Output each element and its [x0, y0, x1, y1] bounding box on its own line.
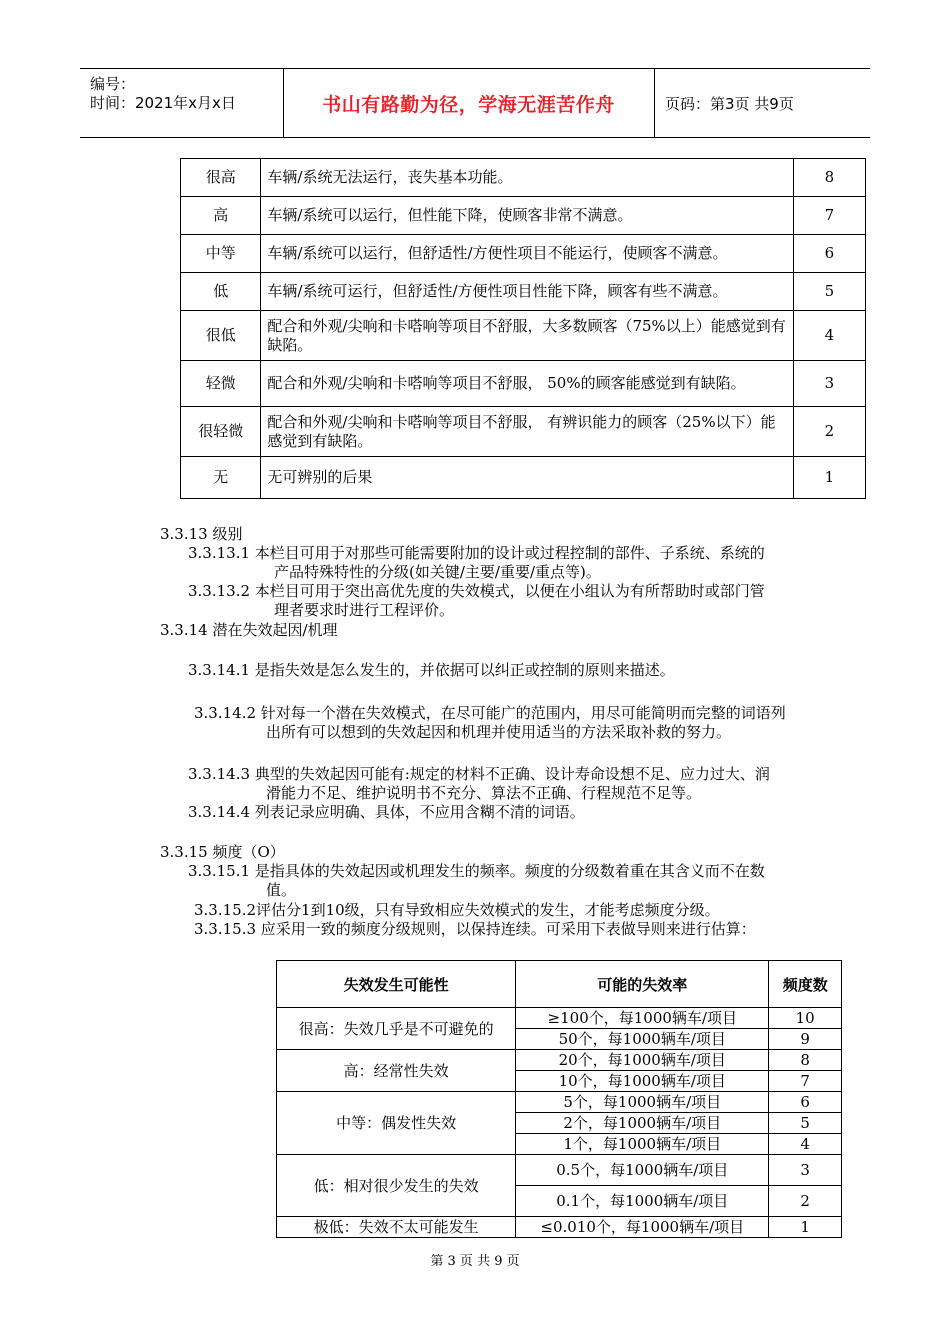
heading-3-3-15: 3.3.15 频度（O）	[160, 843, 285, 861]
para-3-3-14-2-line1: 3.3.14.2 针对每一个潜在失效模式，在尽可能广的范围内，用尽可能简明而完整的词语列	[194, 704, 786, 722]
frequency-likelihood: 低：相对很少发生的失效	[277, 1155, 516, 1217]
frequency-score: 5	[769, 1113, 842, 1134]
severity-level: 中等	[181, 235, 261, 273]
severity-description: 配合和外观/尖响和卡嗒响等项目不舒服，大多数顾客（75%以上）能感觉到有缺陷。	[261, 311, 793, 361]
para-3-3-14-1: 3.3.14.1 是指失效是怎么发生的，并依据可以纠正或控制的原则来描述。	[188, 661, 675, 679]
frequency-row	[277, 1155, 842, 1186]
para-3-3-15-1-line2: 值。	[266, 881, 297, 899]
severity-row	[181, 457, 866, 499]
frequency-score: 1	[769, 1217, 842, 1238]
para-3-3-15-1-line1: 3.3.15.1 是指具体的失效起因或机理发生的频率。频度的分级数着重在其含义而不在数	[188, 862, 765, 880]
header-page-info: 页码：第3页 共9页	[665, 94, 794, 113]
frequency-row	[277, 1050, 842, 1071]
severity-description: 车辆/系统无法运行，丧失基本功能。	[261, 159, 793, 197]
severity-level: 很轻微	[181, 407, 261, 457]
severity-row	[181, 311, 866, 361]
severity-description: 无可辨别的后果	[261, 457, 793, 499]
severity-score: 3	[793, 361, 865, 407]
frequency-score: 10	[769, 1008, 842, 1029]
frequency-rate: 20个，每1000辆车/项目	[516, 1050, 769, 1071]
frequency-likelihood: 中等：偶发性失效	[277, 1092, 516, 1155]
severity-level: 很低	[181, 311, 261, 361]
severity-description: 车辆/系统可运行，但舒适性/方便性项目性能下降，顾客有些不满意。	[261, 273, 793, 311]
frequency-rate: 0.1个，每1000辆车/项目	[516, 1186, 769, 1217]
freq-header-likelihood: 失效发生可能性	[277, 961, 516, 1008]
page-header	[80, 68, 870, 138]
date-label: 时间：2021年x月x日	[90, 94, 236, 112]
frequency-likelihood: 高：经常性失效	[277, 1050, 516, 1092]
para-3-3-14-4: 3.3.14.4 列表记录应明确、具体，不应用含糊不清的词语。	[188, 803, 585, 821]
para-3-3-14-3-line1: 3.3.14.3 典型的失效起因可能有:规定的材料不正确、设计寿命设想不足、应力过大、润	[188, 765, 770, 783]
severity-description: 车辆/系统可以运行，但舒适性/方便性项目不能运行，使顾客不满意。	[261, 235, 793, 273]
severity-score: 1	[793, 457, 865, 499]
severity-row	[181, 197, 866, 235]
severity-score: 7	[793, 197, 865, 235]
severity-row	[181, 159, 866, 197]
frequency-row	[277, 1008, 842, 1029]
frequency-rate: ≤0.010个，每1000辆车/项目	[516, 1217, 769, 1238]
severity-level: 轻微	[181, 361, 261, 407]
freq-header-rate: 可能的失效率	[516, 961, 769, 1008]
severity-row	[181, 407, 866, 457]
frequency-score: 2	[769, 1186, 842, 1217]
heading-3-3-14: 3.3.14 潜在失效起因/机理	[160, 621, 338, 639]
para-3-3-13-1-line2: 产品特殊特性的分级(如关键/主要/重要/重点等)。	[274, 563, 601, 581]
severity-score: 8	[793, 159, 865, 197]
frequency-score: 4	[769, 1134, 842, 1155]
severity-level: 高	[181, 197, 261, 235]
page-footer: 第 3 页 共 9 页	[430, 1254, 520, 1269]
severity-description: 车辆/系统可以运行，但性能下降，使顾客非常不满意。	[261, 197, 793, 235]
frequency-rate: 1个，每1000辆车/项目	[516, 1134, 769, 1155]
severity-score: 6	[793, 235, 865, 273]
frequency-row	[277, 1217, 842, 1238]
para-3-3-13-2-line2: 理者要求时进行工程评价。	[274, 601, 455, 619]
frequency-table	[276, 960, 842, 1238]
severity-description: 配合和外观/尖响和卡嗒响等项目不舒服， 50%的顾客能感觉到有缺陷。	[261, 361, 793, 407]
frequency-row	[277, 1092, 842, 1113]
severity-score: 2	[793, 407, 865, 457]
frequency-score: 9	[769, 1029, 842, 1050]
frequency-likelihood: 极低：失效不太可能发生	[277, 1217, 516, 1238]
frequency-rate: 5个，每1000辆车/项目	[516, 1092, 769, 1113]
header-motto: 书山有路勤为径，学海无涯苦作舟	[283, 69, 655, 137]
severity-score: 5	[793, 273, 865, 311]
severity-row	[181, 273, 866, 311]
para-3-3-15-2: 3.3.15.2评估分1到10级，只有导致相应失效模式的发生，才能考虑频度分级。	[194, 901, 720, 919]
frequency-score: 7	[769, 1071, 842, 1092]
severity-score: 4	[793, 311, 865, 361]
para-3-3-15-3: 3.3.15.3 应采用一致的频度分级规则，以保持连续。可采用下表做导则来进行估算：	[194, 920, 756, 938]
frequency-score: 8	[769, 1050, 842, 1071]
frequency-rate: 50个，每1000辆车/项目	[516, 1029, 769, 1050]
severity-table	[180, 158, 866, 499]
severity-level: 无	[181, 457, 261, 499]
frequency-rate: ≥100个，每1000辆车/项目	[516, 1008, 769, 1029]
freq-header-score: 频度数	[769, 961, 842, 1008]
para-3-3-14-2-line2: 出所有可以想到的失效起因和机理并使用适当的方法采取补救的努力。	[266, 723, 732, 741]
para-3-3-13-2-line1: 3.3.13.2 本栏目可用于突出高优先度的失效模式，以便在小组认为有所帮助时或部门管	[188, 582, 765, 600]
header-meta	[80, 69, 284, 137]
severity-level: 很高	[181, 159, 261, 197]
severity-level: 低	[181, 273, 261, 311]
frequency-likelihood: 很高：失效几乎是不可避免的	[277, 1008, 516, 1050]
frequency-score: 3	[769, 1155, 842, 1186]
heading-3-3-13: 3.3.13 级别	[160, 525, 243, 543]
severity-description: 配合和外观/尖响和卡嗒响等项目不舒服， 有辨识能力的顾客（25%以下）能感觉到有缺陷。	[261, 407, 793, 457]
frequency-rate: 2个，每1000辆车/项目	[516, 1113, 769, 1134]
severity-row	[181, 361, 866, 407]
frequency-rate: 10个，每1000辆车/项目	[516, 1071, 769, 1092]
frequency-score: 6	[769, 1092, 842, 1113]
severity-row	[181, 235, 866, 273]
number-label: 编号：	[90, 75, 136, 93]
frequency-rate: 0.5个，每1000辆车/项目	[516, 1155, 769, 1186]
para-3-3-13-1-line1: 3.3.13.1 本栏目可用于对那些可能需要附加的设计或过程控制的部件、子系统、系统的	[188, 544, 765, 562]
para-3-3-14-3-line2: 滑能力不足、维护说明书不充分、算法不正确、行程规范不足等。	[266, 784, 702, 802]
